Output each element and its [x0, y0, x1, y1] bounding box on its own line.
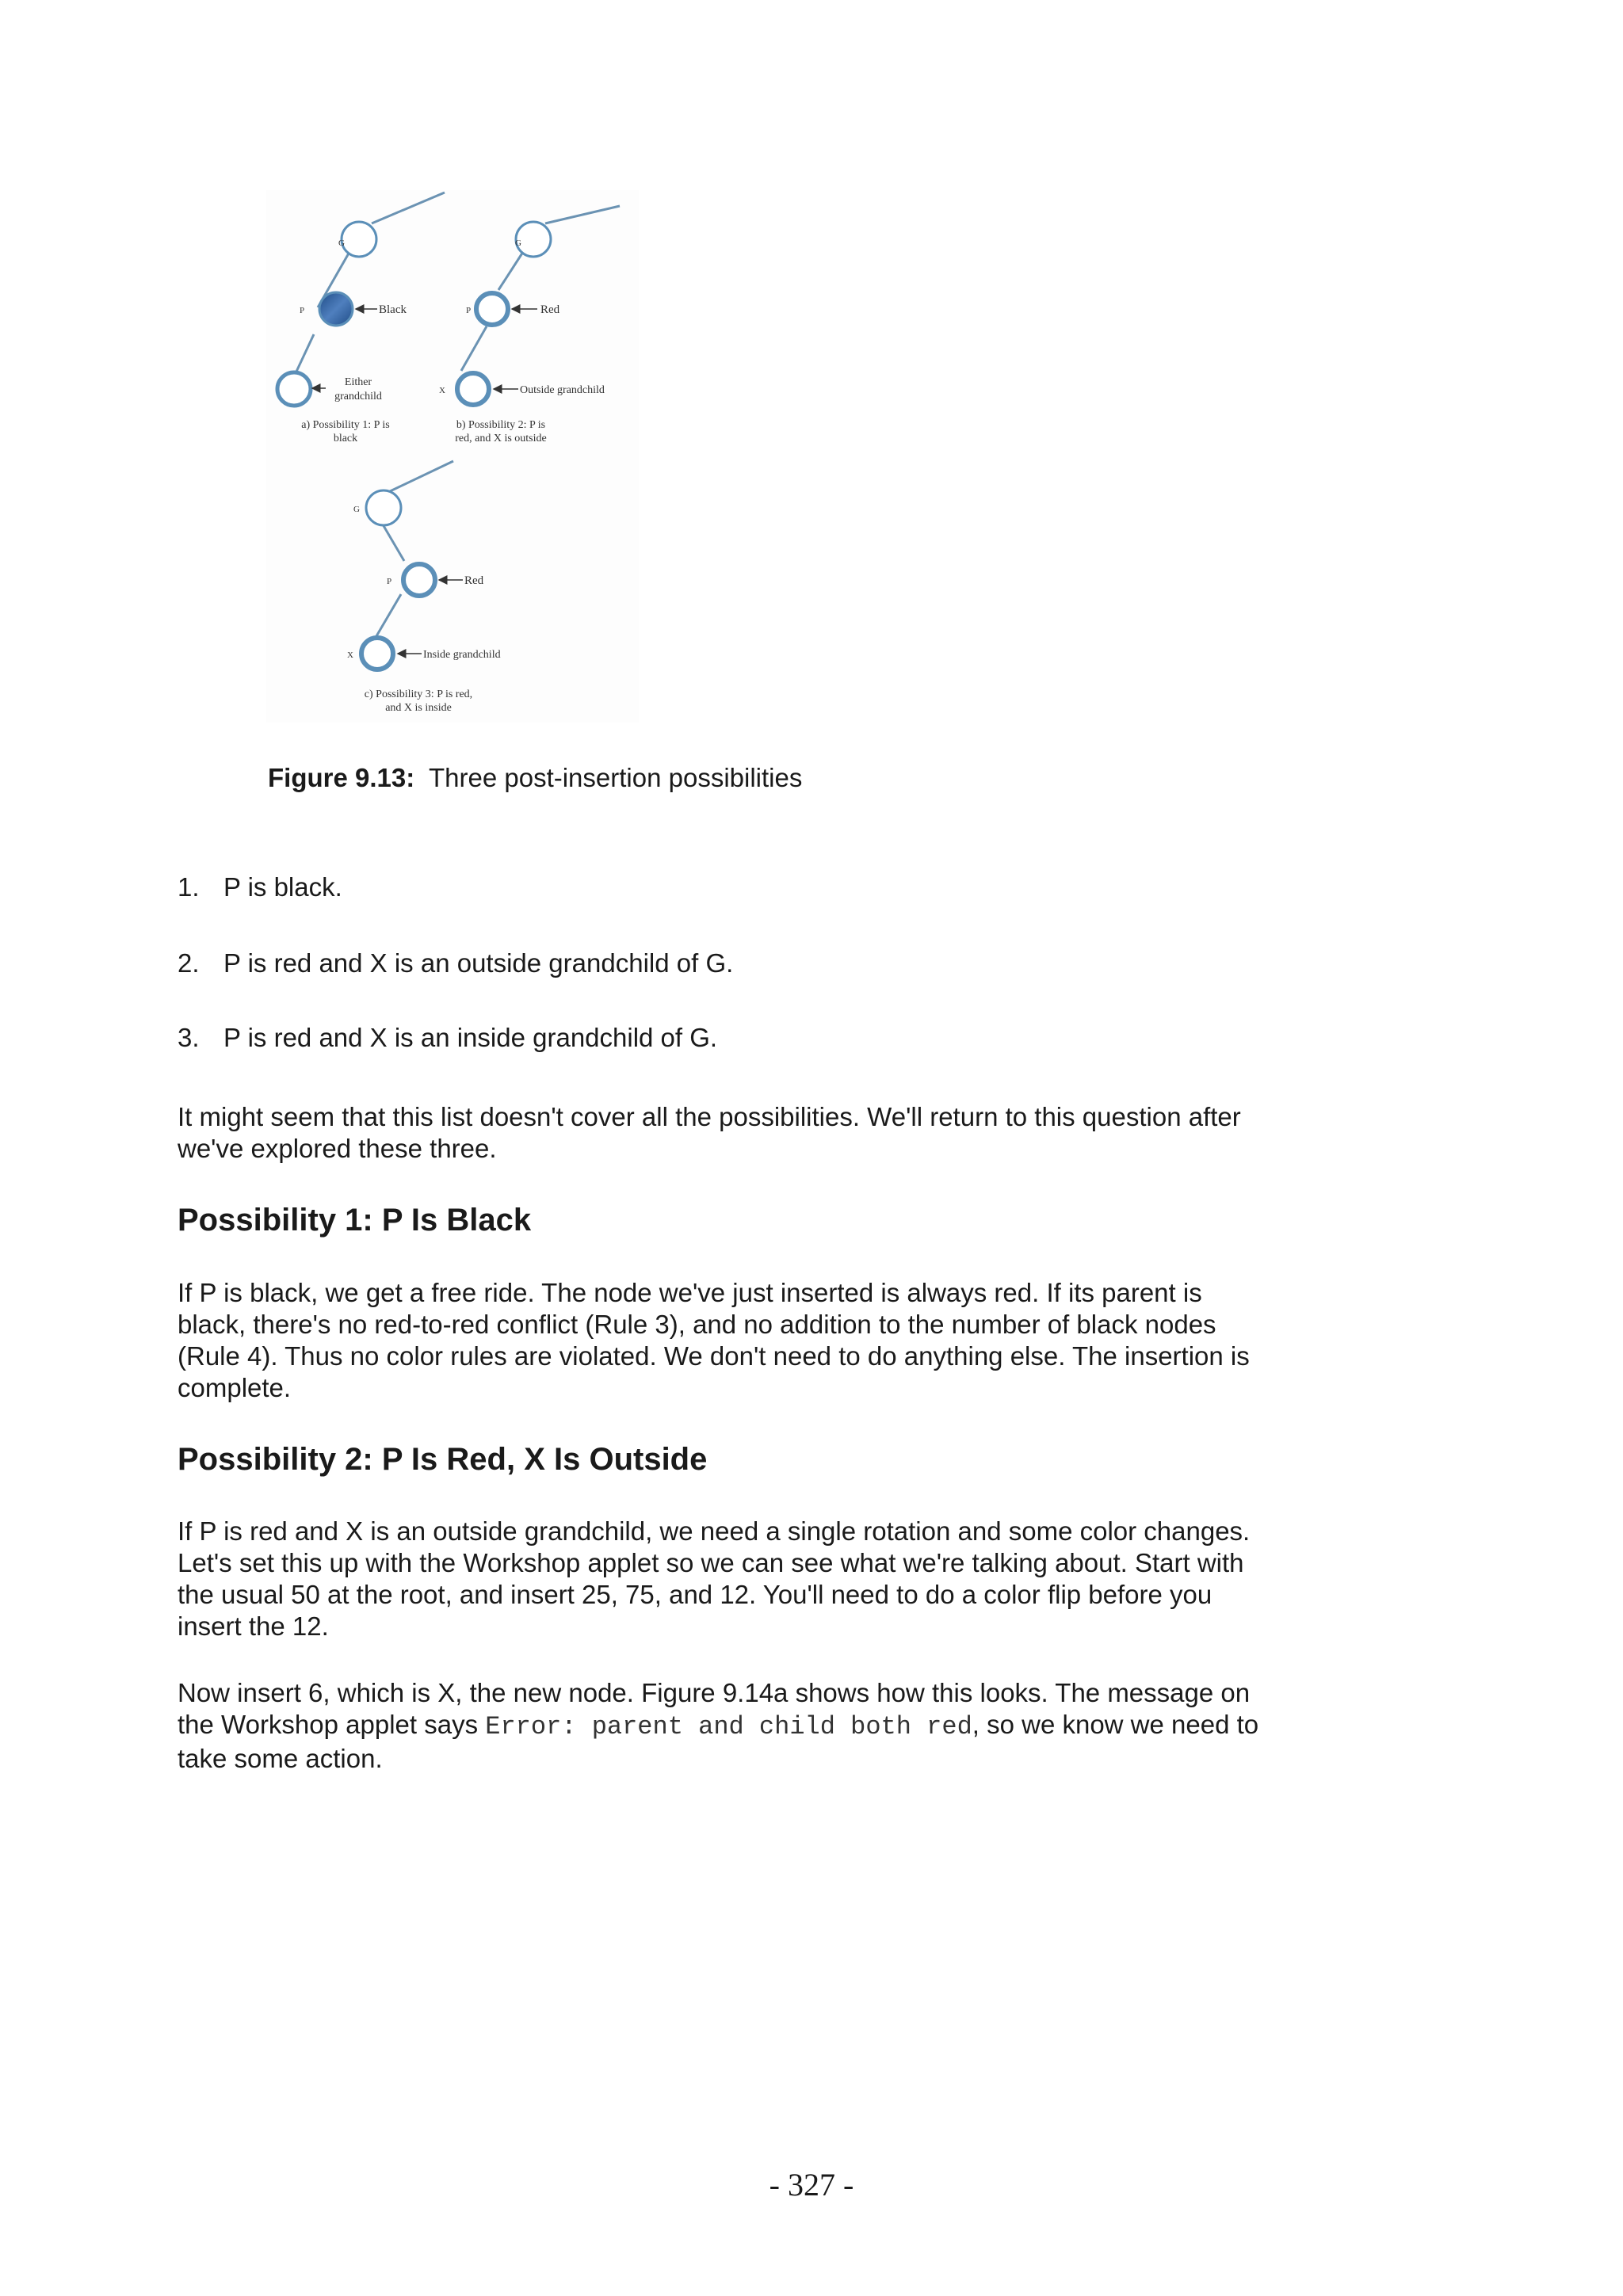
figure-9-13: [266, 190, 639, 723]
figure-caption: [268, 762, 802, 794]
list-item-number: 1.: [178, 872, 200, 902]
section2-paragraph-2: [178, 1677, 1271, 1775]
node-p-black: [319, 292, 353, 326]
node-x: [457, 373, 489, 405]
edge-g-parent: [545, 206, 620, 223]
paragraph-text-after: , so we know we need to take some action.: [178, 1710, 1259, 1773]
edge-g-p: [383, 524, 404, 561]
list-item-number: 2.: [178, 948, 200, 978]
panel-c: [347, 461, 501, 714]
annotation-grandchild: grandchild: [334, 391, 382, 402]
caption-b-line2: red, and X is outside: [455, 433, 547, 444]
annotation-red: Red: [540, 303, 560, 316]
page-number: - 327 -: [769, 2167, 854, 2203]
list-item: [178, 871, 342, 903]
label-x: X: [347, 650, 353, 660]
list-item-text: P is black.: [223, 872, 342, 902]
section-heading-possibility-2: Possibility 2: P Is Red, X Is Outside: [178, 1442, 708, 1477]
annotation-black: Black: [379, 303, 407, 316]
label-p: P: [466, 306, 472, 315]
figure-caption-text: Three post-insertion possibilities: [428, 763, 803, 792]
annotation-outside: Outside grandchild: [520, 384, 605, 396]
list-item: [178, 1022, 717, 1054]
edge-g-parent: [372, 193, 445, 223]
list-item-text: P is red and X is an inside grandchild of G.: [223, 1023, 718, 1052]
figure-caption-label: Figure 9.13:: [268, 763, 415, 792]
annotation-either: Either: [344, 376, 372, 388]
panel-a: [277, 193, 445, 444]
edge-p-x: [374, 594, 401, 640]
caption-a-line1: a) Possibility 1: P is: [301, 419, 390, 431]
label-x: X: [439, 386, 445, 395]
node-p-red: [476, 293, 508, 325]
edge-g-p: [498, 252, 523, 290]
caption-a-line2: black: [333, 433, 358, 444]
label-g: G: [338, 238, 345, 248]
caption-c-line1: c) Possibility 3: P is red,: [364, 688, 473, 700]
node-x: [361, 638, 393, 669]
section2-paragraph-1: If P is red and X is an outside grandchild, we need a single rotation and some color changes. Let's set this up with the Workshop applet so we can see what we're talking about. Start with the usual 50 at the root, and insert 25, 75, and 12. You'll need to do a color flip before you insert the 12.: [178, 1516, 1251, 1641]
edge-p-x: [461, 326, 487, 371]
panel-b: [439, 206, 620, 444]
label-p: P: [387, 577, 392, 586]
caption-c-line2: and X is inside: [385, 702, 452, 714]
list-item-number: 3.: [178, 1023, 200, 1052]
node-x: [277, 372, 311, 406]
label-g: G: [353, 505, 360, 514]
section-heading-possibility-1: Possibility 1: P Is Black: [178, 1203, 532, 1238]
edge-g-parent: [387, 461, 453, 493]
list-item: [178, 948, 733, 979]
label-p: P: [300, 306, 305, 315]
label-g: G: [515, 238, 521, 248]
annotation-red: Red: [464, 574, 484, 587]
node-g: [366, 490, 401, 525]
list-item-text: P is red and X is an outside grandchild of G.: [223, 948, 734, 978]
annotation-inside: Inside grandchild: [423, 649, 501, 661]
intro-paragraph: It might seem that this list doesn't cover all the possibilities. We'll return to this question after we've explored these three.: [178, 1102, 1241, 1163]
section1-paragraph: If P is black, we get a free ride. The node we've just inserted is always red. If its parent is black, there's no red-to-red conflict (Rule 3), and no addition to the number of black nodes (Rule 4). Thus no color rules are violated. We don't need to do anything else. The insertion is complete.: [178, 1278, 1250, 1402]
tree-diagram: [266, 190, 639, 723]
error-message-code: Error: parent and child both red: [485, 1712, 972, 1741]
node-p-red: [403, 564, 435, 596]
paragraph-text-before: Now insert 6, which is X, the new node. Figure 9.14a shows how this looks. The message on the Workshop applet says: [178, 1678, 1251, 1739]
node-g: [342, 222, 376, 257]
caption-b-line1: b) Possibility 2: P is: [456, 419, 546, 431]
